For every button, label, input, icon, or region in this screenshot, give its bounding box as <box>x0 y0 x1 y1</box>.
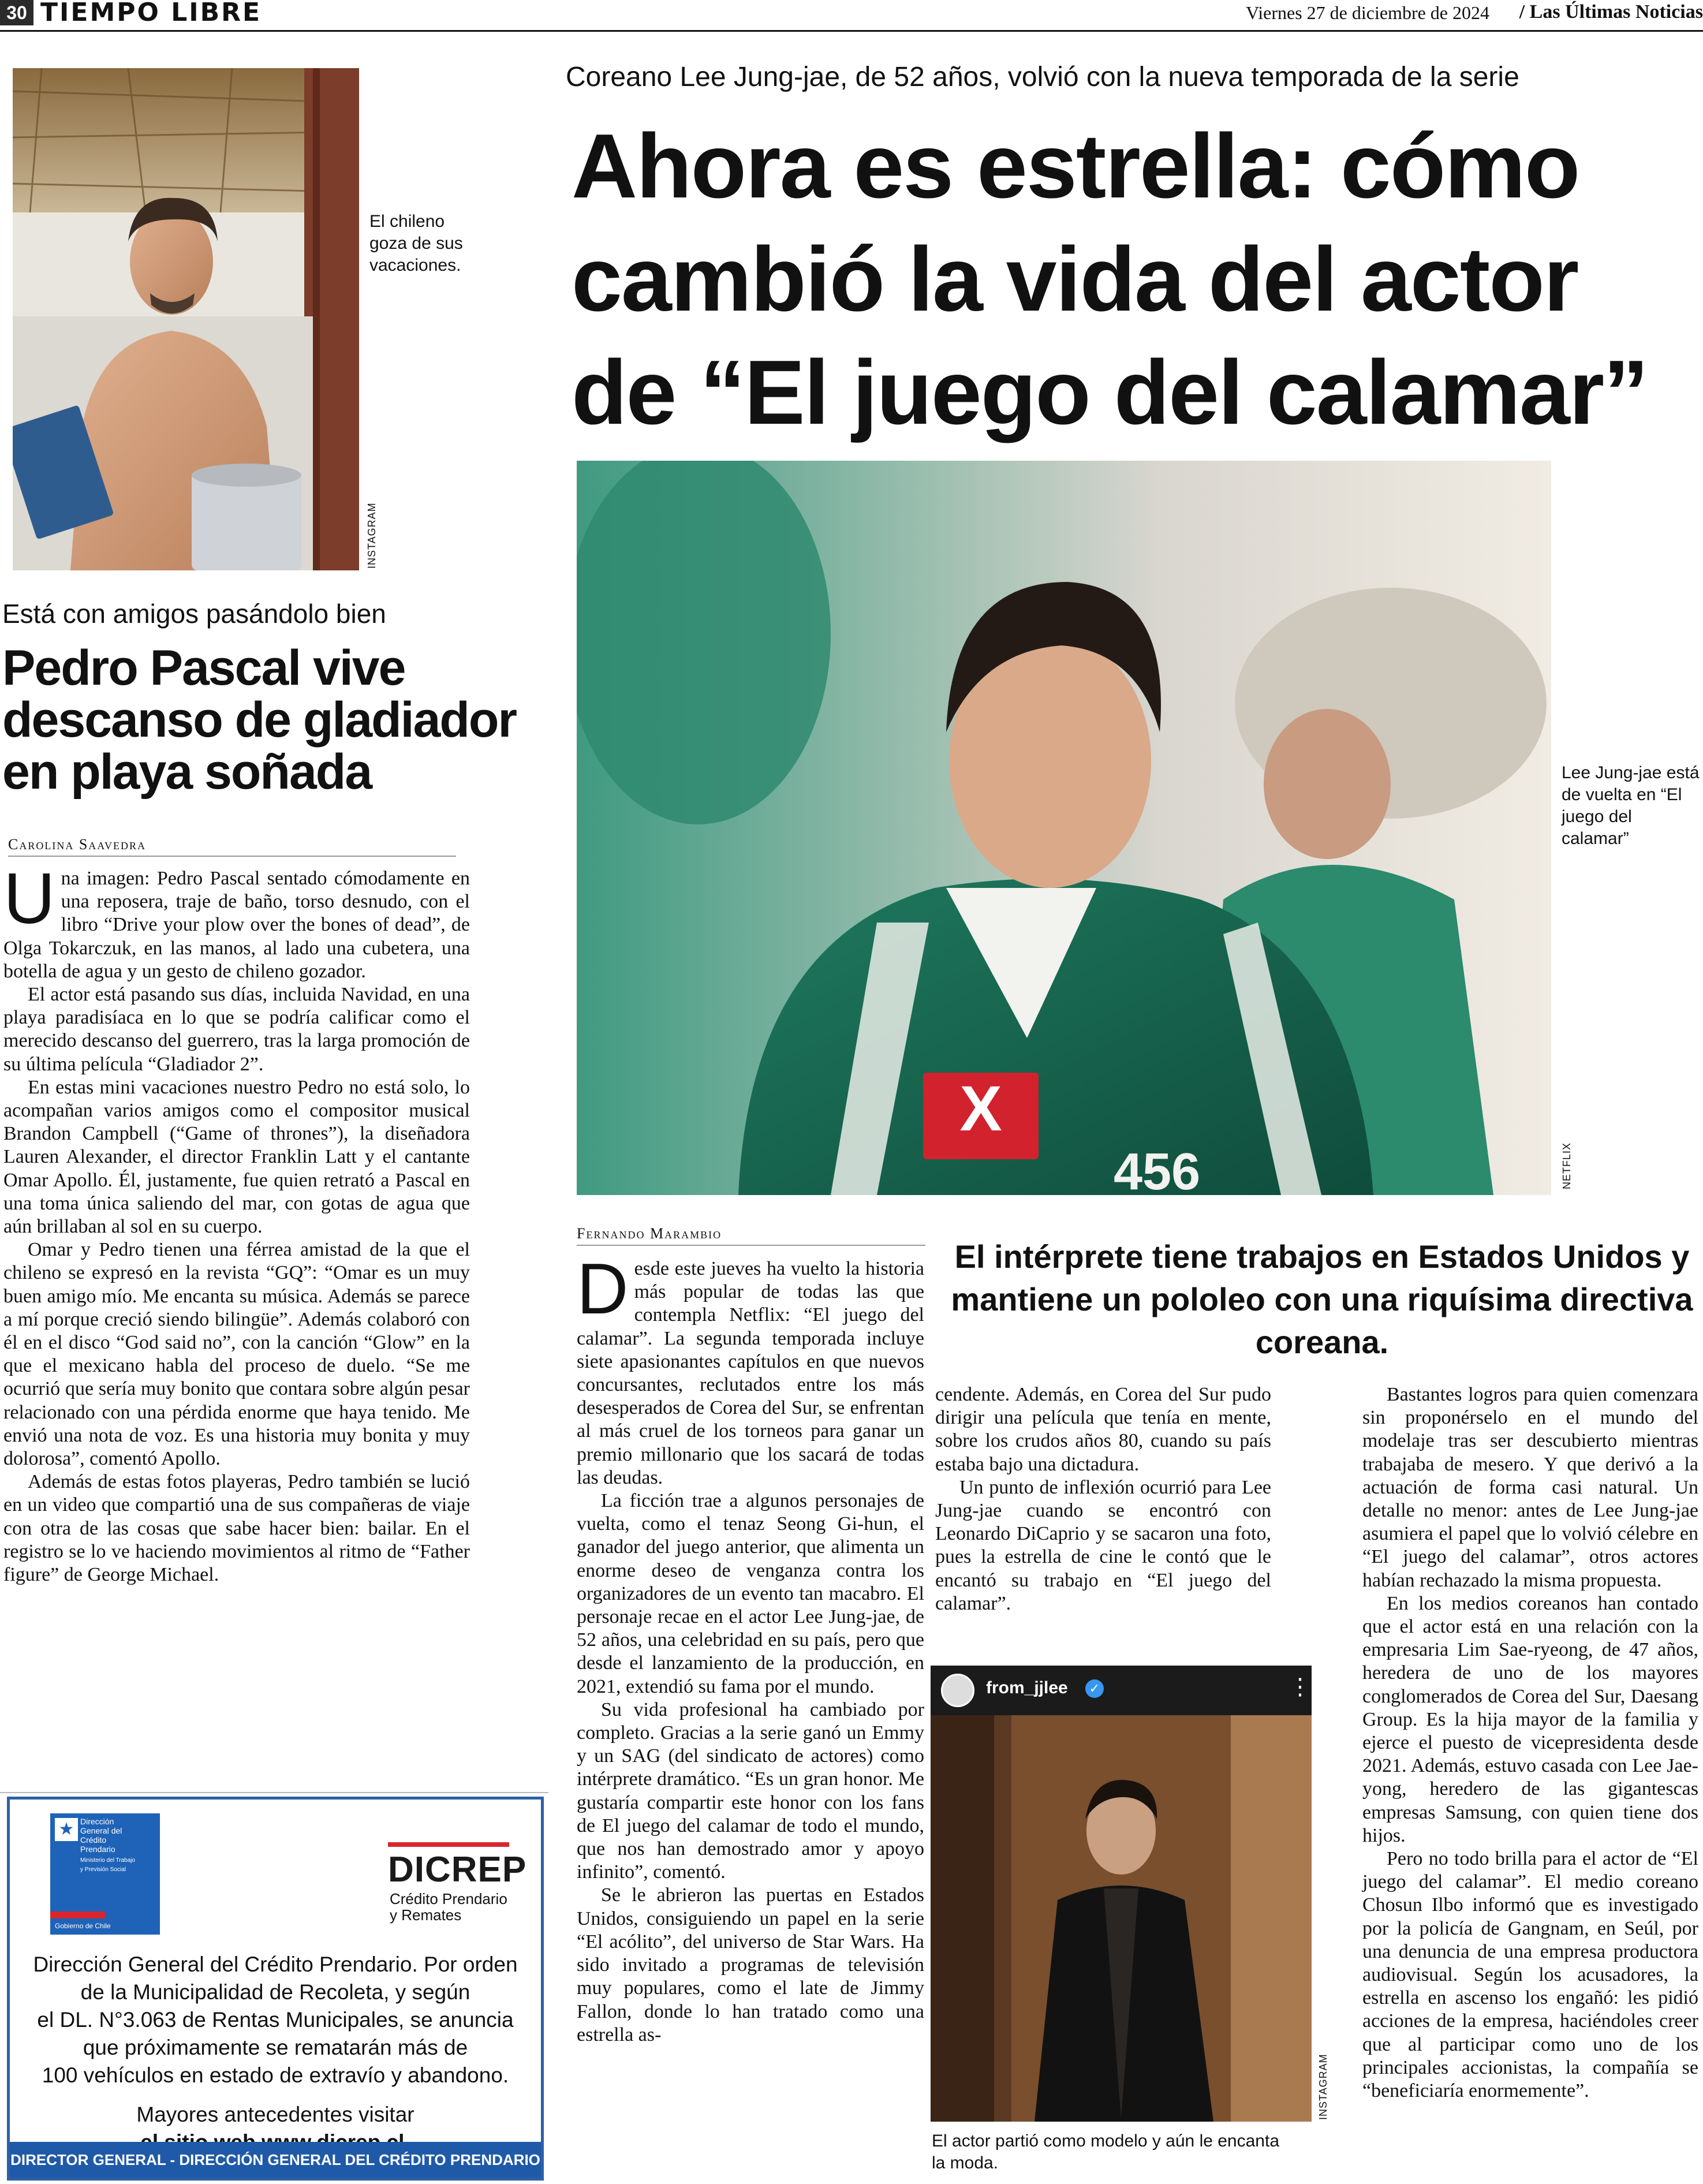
main-dropcap: D <box>577 1249 629 1329</box>
more-options-icon[interactable]: ⋮ <box>1289 1674 1312 1700</box>
jersey-number: 456 <box>1114 1143 1201 1195</box>
logo-line: General del <box>80 1826 122 1835</box>
ad-footer: DIRECTOR GENERAL - DIRECCIÓN GENERAL DEL CRÉDITO PRENDARIO <box>10 2142 541 2178</box>
main-subhead: El intérprete tiene trabajos en Estados Unidos y mantiene un pololeo con una riquísima directiva coreana. <box>951 1238 1693 1360</box>
ad-more-info: Mayores antecedentes visitar <box>136 2103 414 2126</box>
main-column-1 <box>577 1249 924 2047</box>
logo-line: Crédito <box>80 1835 107 1845</box>
insta-caption: El actor partió como modelo y aún le encanta la moda. <box>932 2131 1280 2172</box>
main-kicker: Coreano Lee Jung-jae, de 52 años, volvió con la nueva temporada de la serie <box>566 62 1519 92</box>
main-paragraph: En los medios coreanos han contado que el actor está en una relación con la empresaria Lim Sae-ryeong, de 47 años, heredera de uno de los mayores conglomerados de Corea del Sur, Daesang Group. Es la hija mayor de la familia y ejerce el puesto de vicepresidenta desde 2021. Además, estuvo casada con Lee Jae-yong, heredero de las gigantescas empresas Samsung, con quien tiene dos hijos. <box>1362 1592 1698 1846</box>
page-number: 30 <box>0 0 33 25</box>
left-paragraph: na imagen: Pedro Pascal sentado cómodamente en una reposera, traje de baño, torso desnudo, con el libro “Drive your plow over the bones of dead”, de Olga Tokarczuk, en las manos, al lado una cubetera, una botella de agua y un gesto de chileno gozador. <box>3 868 470 982</box>
logo-text <box>80 1817 135 1875</box>
ad-line: el DL. N°3.063 de Rentas Municipales, se anuncia <box>37 2008 514 2032</box>
left-paragraph: El actor está pasando sus días, incluida Navidad, en una playa paradisíaca en lo que se podría calificar como el merecido descanso del guerrero, tras la larga promoción de su última película “Gladiador 2”. <box>3 984 470 1075</box>
logo-red-bar <box>50 1912 105 1918</box>
insta-photo-credit: INSTAGRAM <box>1317 2054 1329 2120</box>
dicrep-brand-sub <box>390 1891 507 1923</box>
logo-line: Dirección <box>80 1817 114 1826</box>
logo-footer-text: Gobierno de Chile <box>55 1922 111 1930</box>
ad-line: de la Municipalidad de Recoleta, y según <box>80 1980 470 2004</box>
left-paragraph: En estas mini vacaciones nuestro Pedro no está solo, lo acompañan varios amigos como el compositor musical Brandon Campbell (“Game of thrones”), la diseñadora Lauren Alexander, el director Franklin Latt y el cantante Omar Apollo. Él, justamente, fue quien retrató a Pascal en una toma única saliendo del mar, con gotas de agua que aún brillaban al sol en su cuerpo. <box>3 1076 470 1238</box>
main-headline <box>572 110 1697 449</box>
ad-separator-rule <box>0 1792 548 1793</box>
main-paragraph: esde este jueves ha vuelto la historia más popular de todas las que contempla Netflix: “El juego del calamar”. La segunda temporada incluye siete apasionantes capítulos en que nuevos concursantes, reclutados entre los más desesperados de Corea del Sur, se enfrentan al más cruel de los torneos para ganar un premio millonario que los sacará de todas las deudas. <box>577 1258 924 1488</box>
main-paragraph: Su vida profesional ha cambiado por completo. Gracias a la serie ganó un Emmy y un SAG (del sindicato de actores) como intérprete dramático. “Es un gran honor. Me gustaría compartir este honor con los fans de El juego del calamar de todo el mundo, que nos han demostrado amor y apoyo infinito”, comentó. <box>577 1698 924 1883</box>
main-headline-line: de “El juego del calamar” <box>572 342 1648 443</box>
instagram-photo <box>931 1715 1312 2122</box>
left-paragraph: Omar y Pedro tienen una férrea amistad de la que el chileno se expresó en la revista “GQ”: “Omar es un muy buen amigo mío. Me encanta su música. Además se parece a mí porque creció siendo bilingüe”. Además colaboró con él en el disco “God said no”, con la canción “Glow” en la que el mexicano habla del proceso de duelo. “Se me ocurrió que sería muy bonito que contara sobre algún pesar relacionado con una pérdida enorme que haya tenido. Me envió una nota de voz. Es una historia muy bonita y muy dolorosa”, comentó Apollo. <box>3 1239 470 1470</box>
brand-sub-line: Crédito Prendario <box>390 1890 507 1907</box>
left-kicker: Está con amigos pasándolo bien <box>2 599 386 629</box>
ad-line: que próximamente se rematarán más de <box>83 2036 468 2059</box>
instagram-post <box>931 1666 1312 2122</box>
left-headline: Pedro Pascal vive descanso de gladiador en playa soñada <box>2 640 516 800</box>
brand-sub-line: y Remates <box>390 1906 462 1924</box>
left-dropcap: U <box>3 859 55 939</box>
dicrep-brand-bar <box>388 1842 509 1847</box>
main-paragraph: Pero no todo brilla para el actor de “El juego del calamar”. El medio coreano Chosun Ilbo informó que es investigado por la policía de Gangnam, en Seúl, por una denuncia de una empresa productora audiovisual. Según los acusadores, la estrella en ascenso los engañó: les pidió acciones de la empresa, haciéndoles creer que al participar como uno de los principales accionistas, la compañía se “beneficiaría enormemente”. <box>1362 1848 1698 2102</box>
dicrep-brand: DICREP <box>388 1850 527 1890</box>
main-column-2 <box>935 1383 1271 1615</box>
pascal-photo-caption: El chileno goza de sus vacaciones. <box>369 212 463 275</box>
main-paragraph: cendente. Además, en Corea del Sur pudo dirigir una película que tenía en mente, sobre los crudos años 80, cuando su país estaba bajo una dictadura. <box>935 1384 1271 1475</box>
main-paragraph: Se le abrieron las puertas en Estados Unidos, consiguiendo un papel en la serie “El acólito”, del universo de Star Wars. Ha sido invitado a programas de televisión muy populares, como el late de Jimmy Fallon, donde lo han tratado como una estrella as- <box>577 1884 924 2045</box>
government-logo <box>50 1813 160 1935</box>
main-byline: Fernando Marambio <box>577 1225 925 1246</box>
main-column-3 <box>1362 1383 1698 2103</box>
logo-line: y Previsión Social <box>80 1866 126 1873</box>
jersey-mark: X <box>959 1073 1002 1144</box>
main-headline-line: cambió la vida del actor <box>572 229 1578 330</box>
issue-date: Viernes 27 de diciembre de 2024 <box>1246 2 1489 23</box>
ad-line: Dirección General del Crédito Prendario. Por orden <box>33 1952 518 1976</box>
main-photo-caption: Lee Jung-jae está de vuelta en “El juego del calamar” <box>1562 763 1700 848</box>
publication-name: / Las Últimas Noticias <box>1519 1 1703 23</box>
left-byline: Carolina Saavedra <box>8 836 456 857</box>
dicrep-advertisement <box>7 1797 544 2181</box>
logo-line: Prendario <box>80 1845 115 1854</box>
main-paragraph: La ficción trae a algunos personajes de vuelta, como el tenaz Seong Gi-hun, el ganador del juego anterior, que alimenta un enorme deseo de venganza contra los organizadores de un evento tan macabro. El personaje recae en el actor Lee Jung-jae, de 52 años, una celebridad en su país, pero que desde el lanzamiento de la producción, en 2021, extendió su fama por el mundo. <box>577 1490 924 1697</box>
header-rule <box>0 30 1703 32</box>
ad-notice <box>21 1951 529 2156</box>
ad-line: 100 vehículos en estado de extravío y abandono. <box>42 2063 509 2087</box>
verified-badge-icon: ✓ <box>1085 1679 1104 1698</box>
left-article-body <box>3 859 470 1586</box>
pascal-photo-credit: INSTAGRAM <box>366 502 378 569</box>
squid-game-still-photo <box>577 461 1551 1195</box>
insta-username: from_jjlee <box>986 1678 1068 1697</box>
main-headline-line: Ahora es estrella: cómo <box>572 115 1579 217</box>
flag-star-icon: ★ <box>55 1818 78 1841</box>
main-photo-credit: NETFLIX <box>1561 1142 1573 1189</box>
pedro-pascal-photo <box>13 68 359 570</box>
left-paragraph: Además de estas fotos playeras, Pedro también se lució en un video que compartió una de sus compañeras de viaje con otra de las cosas que sabe hacer bien: bailar. En el registro se lo ve haciendo movimientos al ritmo de “Father figure” de George Michael. <box>3 1471 470 1586</box>
main-paragraph: Un punto de inflexión ocurrió para Lee Jung-jae cuando se encontró con Leonardo DiCaprio y se sacaron una foto, pues la estrella de cine le contó que le encantó su trabajo en “El juego del calamar”. <box>935 1476 1271 1614</box>
logo-line: Ministerio del Trabajo <box>80 1857 136 1864</box>
main-paragraph: Bastantes logros para quien comenzara sin proponérselo en el mundo del modelaje tras ser descubierto mientras trabajaba de mesero. Y que derivó a la actuación de forma casi natural. Un detalle no menor: antes de Lee Jung-jae asumiera el papel que lo volvió célebre en “El juego del calamar”, otros actores habían rechazado la misma propuesta. <box>1362 1384 1698 1591</box>
avatar <box>941 1674 974 1707</box>
section-title: TIEMPO LIBRE <box>40 0 262 27</box>
